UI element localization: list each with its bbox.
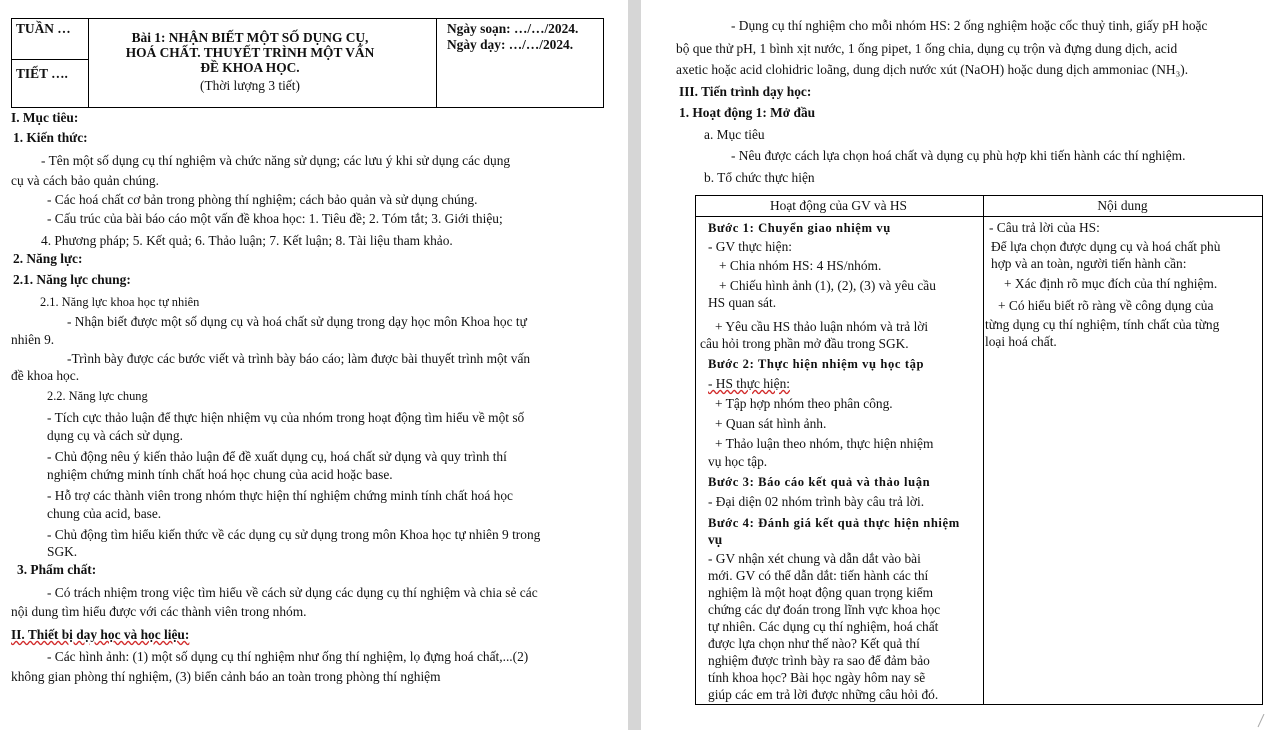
step-heading: Bước 2: Thực hiện nhiệm vụ học tập (708, 357, 925, 371)
paragraph-line: - Chủ động tìm hiểu kiến thức về các dụng cụ sử dụng trong môn Khoa học tự nhiên 9 trong (47, 527, 541, 542)
paragraph-line: nghiệm chứng minh tính chất hoá học chung của acid hoặc base. (47, 467, 393, 482)
paragraph-line: nhiên 9. (11, 332, 55, 347)
subheading-goal: a. Mục tiêu (704, 127, 765, 142)
document-page-right (641, 0, 1267, 730)
lesson-title-line-2: HOÁ CHẤT. THUYẾT TRÌNH MỘT VẤN (125, 45, 375, 60)
paragraph-line: nội dung tìm hiểu được với các thành viên trong nhóm. (11, 604, 307, 619)
table-cell-line: Để lựa chọn được dụng cụ và hoá chất phù (991, 239, 1221, 254)
document-page-left (0, 0, 628, 730)
heading-knowledge: 1. Kiến thức: (13, 130, 88, 145)
page-corner-icon (1257, 714, 1265, 728)
heading-competence: 2. Năng lực: (13, 251, 83, 266)
table-cell-line: chứng các dự đoán trong lĩnh vực khoa học (708, 602, 941, 617)
paragraph-line: không gian phòng thí nghiệm, (3) biển cảnh báo an toàn trong phòng thí nghiệm (11, 669, 441, 684)
table-cell-line: nghiệm được trình bày ra sao để đảm bảo (708, 653, 930, 668)
table-cell-line: được lựa chọn như thế nào? Kết quả thí (708, 636, 920, 651)
paragraph-line: - Nêu được cách lựa chọn hoá chất và dụng cụ phù hợp khi tiến hành các thí nghiệm. (731, 148, 1186, 163)
subheading-organization: b. Tổ chức thực hiện (704, 170, 815, 185)
paragraph-line: đề khoa học. (11, 368, 80, 383)
paragraph-line: - Tên một số dụng cụ thí nghiệm và chức năng sử dụng; các lưu ý khi sử dụng các dụng (41, 153, 511, 168)
paragraph-line: - Chủ động nêu ý kiến thảo luận để đề xuất dụng cụ, hoá chất sử dụng và quy trình thí (47, 449, 507, 464)
section-equipment (11, 627, 189, 643)
table-header-content: Nội dung (1097, 198, 1148, 213)
table-cell-line: mới. GV có thể dẫn dắt: tiến hành các thí (708, 568, 929, 583)
paragraph-line: - Nhận biết được một số dụng cụ và hoá chất sử dụng trong dạy học môn Khoa học tự (67, 314, 527, 329)
paragraph-line: dụng cụ và cách sử dụng. (47, 428, 183, 443)
table-cell-line: - GV thực hiện: (708, 239, 792, 254)
lesson-duration: (Thời lượng 3 tiết) (200, 78, 300, 93)
paragraph-line: - Các hình ảnh: (1) một số dụng cụ thí nghiệm như ống thí nghiệm, lọ đựng hoá chất,...(2) (47, 649, 529, 664)
teach-date: Ngày dạy: …/…/2024. (447, 37, 574, 52)
paragraph-line: chung của acid, base. (47, 506, 162, 521)
paragraph-line: -Trình bày được các bước viết và trình bày báo cáo; làm được bài thuyết trình một vấn (67, 351, 531, 366)
table-cell-line: vụ (708, 532, 723, 547)
step-heading: Bước 1: Chuyển giao nhiệm vụ (708, 221, 891, 235)
table-cell-line: + Chiếu hình ảnh (1), (2), (3) và yêu cầu (719, 278, 936, 293)
subheading-general-competence: 2.2. Năng lực chung (47, 389, 148, 403)
paragraph-line: - Có trách nhiệm trong việc tìm hiểu về cách sử dụng các dụng cụ thí nghiệm và chia sẻ các (47, 585, 538, 600)
prep-date: Ngày soạn: …/…/2024. (447, 21, 579, 36)
table-cell-line: nghiệm là một hoạt động quan trọng kiểm (708, 585, 933, 600)
table-cell-line: câu hỏi trong phần mở đầu trong SGK. (700, 336, 909, 351)
table-cell-line: HS quan sát. (708, 295, 777, 310)
table-cell-line (708, 376, 790, 392)
table-cell-line: giúp các em trả lời được những câu hỏi đó. (708, 687, 939, 702)
table-cell-line: + Yêu cầu HS thảo luận nhóm và trả lời (715, 319, 929, 334)
page-gap (628, 0, 641, 730)
paragraph-line: - Hỗ trợ các thành viên trong nhóm thực hiện thí nghiệm chứng minh tính chất hoá học (47, 488, 513, 503)
table-cell-line: - Câu trả lời của HS: (989, 220, 1100, 235)
table-cell-line: từng dụng cụ thí nghiệm, tính chất của từng (985, 317, 1220, 332)
heading-general-competence: 2.1. Năng lực chung: (13, 272, 131, 287)
week-cell: TUẦN … (16, 21, 71, 36)
step-heading: Bước 4: Đánh giá kết quả thực hiện nhiệm (708, 516, 960, 530)
table-cell-line: hợp và an toàn, người tiến hành cần: (991, 256, 1187, 271)
table-cell-line: + Tập hợp nhóm theo phân công. (715, 396, 893, 411)
section-objectives: I. Mục tiêu: (11, 110, 79, 125)
paragraph-line: - Dụng cụ thí nghiệm cho mỗi nhóm HS: 2 ống nghiệm hoặc cốc thuỷ tinh, giấy pH hoặc (731, 18, 1208, 33)
table-cell-line: + Thảo luận theo nhóm, thực hiện nhiệm (715, 436, 934, 451)
heading-qualities: 3. Phẩm chất: (17, 562, 97, 577)
paragraph-line: cụ và cách bảo quản chúng. (11, 173, 159, 188)
table-cell-line: + Quan sát hình ảnh. (715, 416, 827, 431)
heading-activity-1: 1. Hoạt động 1: Mở đầu (679, 105, 816, 120)
paragraph-line: SGK. (47, 544, 78, 559)
table-cell-line: vụ học tập. (708, 454, 768, 469)
table-cell-line: + Chia nhóm HS: 4 HS/nhóm. (719, 258, 882, 273)
paragraph-line: bộ que thử pH, 1 bình xịt nước, 1 ống pipet, 1 ống chia, dụng cụ trộn và đựng dung dịch, acid (676, 41, 1178, 56)
section-equipment-text: II. Thiết bị dạy học và học liệu: (11, 627, 190, 642)
paragraph-line: - Các hoá chất cơ bản trong phòng thí nghiệm; cách bảo quản và sử dụng chúng. (47, 192, 478, 207)
table-cell-line: - GV nhận xét chung và dẫn dắt vào bài (708, 551, 921, 566)
period-cell: TIẾT …. (16, 66, 68, 81)
lesson-title-line-3: ĐỀ KHOA HỌC. (200, 60, 300, 75)
hs-perform-text: - HS thực hiện: (708, 376, 791, 391)
subheading-science-competence: 2.1. Năng lực khoa học tự nhiên (40, 295, 200, 309)
lesson-title-line-1: Bài 1: NHẬN BIẾT MỘT SỐ DỤNG CỤ, (131, 30, 369, 45)
section-teaching-process: III. Tiến trình dạy học: (679, 84, 812, 99)
table-header-activity: Hoạt động của GV và HS (770, 198, 907, 213)
paragraph-line: 4. Phương pháp; 5. Kết quả; 6. Thảo luận; 7. Kết luận; 8. Tài liệu tham khảo. (41, 233, 453, 248)
step-heading: Bước 3: Báo cáo kết quả và thảo luận (708, 475, 931, 489)
table-cell-line: - Đại diện 02 nhóm trình bày câu trả lời. (708, 494, 925, 509)
table-cell-line: tính khoa học? Bài học ngày hôm nay sẽ (708, 670, 926, 685)
paragraph-line: - Cấu trúc của bài báo cáo một vấn đề khoa học: 1. Tiêu đề; 2. Tóm tắt; 3. Giới thiệu; (47, 211, 503, 226)
paragraph-line: axetic hoặc acid clohidric loãng, dung dịch nước xút (NaOH) hoặc dung dịch ammoniac (NH₃). (676, 62, 1189, 77)
table-cell-line: + Có hiểu biết rõ ràng về công dụng của (998, 298, 1214, 313)
paragraph-line: - Tích cực thảo luận để thực hiện nhiệm vụ của nhóm trong hoạt động tìm hiểu về một số (47, 410, 525, 425)
table-cell-line: + Xác định rõ mục đích của thí nghiệm. (1004, 276, 1218, 291)
table-cell-line: loại hoá chất. (985, 334, 1057, 349)
table-cell-line: tự nhiên. Các dụng cụ thí nghiệm, hoá chất (708, 619, 939, 634)
